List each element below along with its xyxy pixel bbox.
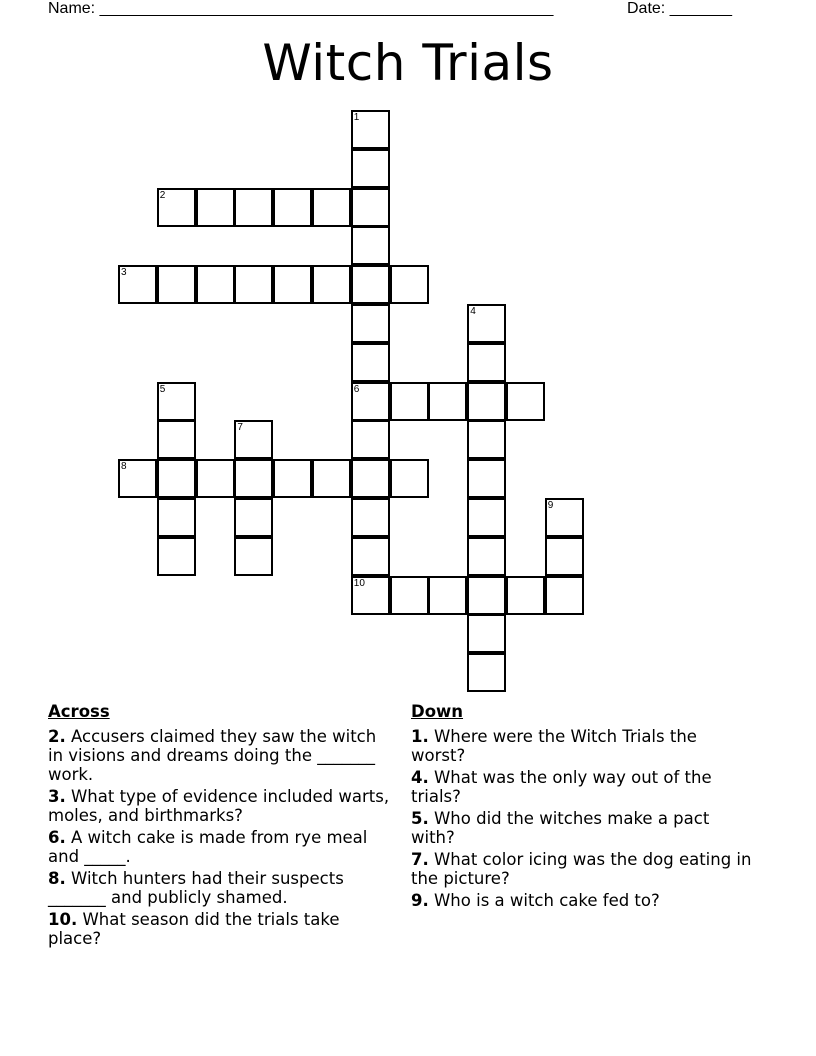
clue-across-3 — [48, 787, 393, 825]
clue-number: 6. — [48, 828, 66, 847]
grid-cell[interactable] — [545, 498, 584, 537]
grid-cell[interactable] — [351, 537, 390, 576]
cell-number: 7 — [237, 422, 243, 434]
grid-cell[interactable] — [118, 459, 157, 498]
grid-cell[interactable] — [196, 188, 235, 227]
grid-cell[interactable] — [467, 653, 506, 692]
cell-number: 6 — [353, 383, 360, 395]
grid-cell[interactable] — [351, 265, 390, 304]
cell-number: 10 — [353, 577, 365, 589]
grid-cell[interactable] — [273, 459, 312, 498]
cell-number: 4 — [470, 306, 476, 317]
clue-down-5 — [411, 809, 756, 847]
clue-down-4 — [411, 768, 756, 806]
grid-cell[interactable] — [157, 188, 196, 227]
clue-across-10 — [48, 910, 393, 948]
grid-cell[interactable] — [157, 498, 196, 537]
clue-text: What type of evidence included warts, moles, and birthmarks? — [48, 787, 390, 825]
clue-text: Who is a witch cake fed to? — [428, 891, 660, 910]
grid-cell[interactable] — [157, 265, 196, 304]
clue-number: 2. — [48, 727, 66, 746]
grid-cell[interactable] — [545, 576, 584, 615]
grid-cell[interactable] — [467, 614, 506, 653]
grid-cell[interactable] — [196, 459, 235, 498]
grid-cell[interactable] — [157, 420, 196, 459]
clue-across-8 — [48, 869, 393, 907]
grid-cell[interactable] — [157, 459, 196, 498]
grid-cell[interactable] — [467, 498, 506, 537]
name-field[interactable]: Name: ___________________________________________________ — [48, 0, 554, 17]
grid-cell[interactable] — [234, 459, 273, 498]
grid-cell[interactable] — [467, 304, 506, 343]
grid-cell[interactable] — [234, 265, 273, 304]
date-field[interactable]: Date: _______ — [627, 0, 732, 17]
clue-text: Accusers claimed they saw the witch in visions and dreams doing the _______ work. — [48, 727, 377, 784]
grid-cell[interactable] — [234, 537, 273, 576]
clue-text: Where were the Witch Trials the worst? — [411, 727, 697, 765]
grid-cell[interactable] — [506, 576, 545, 615]
across-heading: Across — [48, 702, 110, 721]
cell-number: 1 — [353, 112, 360, 123]
grid-cell[interactable] — [467, 420, 506, 459]
down-heading: Down — [411, 702, 464, 721]
clue-text: What season did the trials take place? — [48, 910, 340, 948]
grid-cell[interactable] — [351, 110, 390, 149]
grid-cell[interactable] — [467, 459, 506, 498]
clue-text: What was the only way out of the trials? — [411, 768, 712, 806]
across-clues — [48, 702, 393, 951]
grid-cell[interactable] — [467, 537, 506, 576]
grid-cell[interactable] — [312, 265, 351, 304]
grid-cell[interactable] — [351, 226, 390, 265]
clue-number: 8. — [48, 869, 66, 888]
grid-cell[interactable] — [351, 420, 390, 459]
clue-number: 4. — [411, 768, 429, 787]
cell-number: 9 — [547, 500, 554, 511]
grid-cell[interactable] — [351, 149, 390, 188]
clue-text: A witch cake is made from rye meal and _____. — [48, 828, 368, 866]
grid-cell[interactable] — [312, 188, 351, 227]
grid-cell[interactable] — [351, 343, 390, 382]
grid-cell[interactable] — [351, 188, 390, 227]
clue-number: 10. — [48, 910, 78, 929]
grid-cell[interactable] — [545, 537, 584, 576]
clue-number: 1. — [411, 727, 429, 746]
clue-number: 3. — [48, 787, 66, 806]
grid-cell[interactable] — [351, 498, 390, 537]
grid-cell[interactable] — [234, 498, 273, 537]
cell-number: 5 — [159, 383, 166, 395]
clue-number: 5. — [411, 809, 429, 828]
grid-cell[interactable] — [234, 420, 273, 459]
clue-down-1 — [411, 727, 756, 765]
cell-number: 8 — [121, 461, 127, 473]
clue-number: 9. — [411, 891, 429, 910]
grid-cell[interactable] — [390, 459, 429, 498]
clue-text: Witch hunters had their suspects _______ and publicly shamed. — [48, 869, 344, 907]
clue-down-7 — [411, 850, 756, 888]
clue-down-9 — [411, 891, 756, 910]
puzzle-title: Witch Trials — [262, 34, 554, 92]
grid-cell[interactable] — [118, 265, 157, 304]
grid-cell[interactable] — [273, 265, 312, 304]
grid-cell[interactable] — [273, 188, 312, 227]
grid-cell[interactable] — [351, 576, 390, 615]
grid-cell[interactable] — [506, 382, 545, 421]
clue-text: Who did the witches make a pact with? — [411, 809, 710, 847]
down-clues — [411, 702, 756, 913]
clue-number: 7. — [411, 850, 429, 869]
cell-number: 3 — [121, 267, 127, 279]
grid-cell[interactable] — [467, 576, 506, 615]
grid-cell[interactable] — [390, 576, 429, 615]
grid-cell[interactable] — [467, 343, 506, 382]
grid-cell[interactable] — [428, 576, 467, 615]
grid-cell[interactable] — [157, 537, 196, 576]
grid-cell[interactable] — [351, 382, 390, 421]
grid-cell[interactable] — [428, 382, 467, 421]
clue-across-6 — [48, 828, 393, 866]
clue-across-2 — [48, 727, 393, 784]
grid-cell[interactable] — [390, 265, 429, 304]
grid-cell[interactable] — [196, 265, 235, 304]
grid-cell[interactable] — [351, 304, 390, 343]
grid-cell[interactable] — [467, 382, 506, 421]
grid-cell[interactable] — [312, 459, 351, 498]
grid-cell[interactable] — [157, 382, 196, 421]
grid-cell[interactable] — [351, 459, 390, 498]
cell-number: 2 — [159, 189, 166, 201]
grid-cell[interactable] — [234, 188, 273, 227]
grid-cell[interactable] — [390, 382, 429, 421]
clue-text: What color icing was the dog eating in the picture? — [411, 850, 752, 888]
